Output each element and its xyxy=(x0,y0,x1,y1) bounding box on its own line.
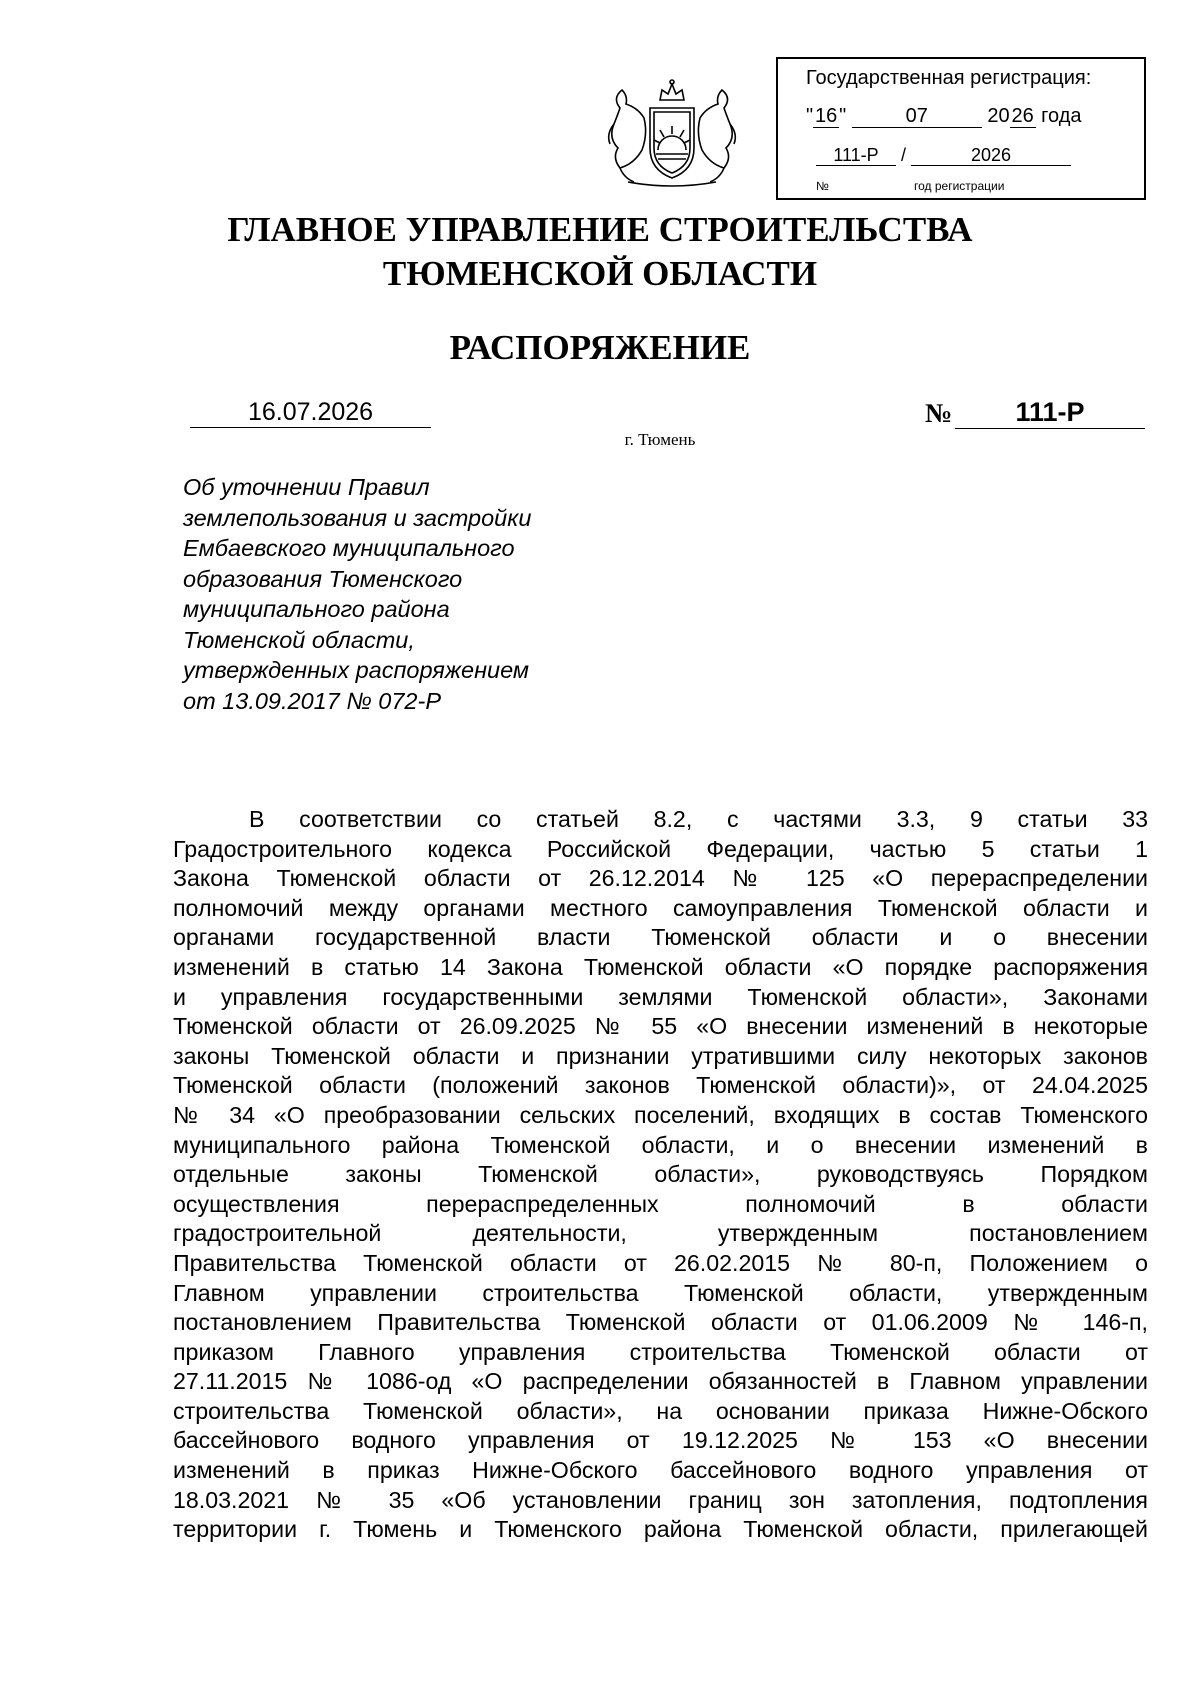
registration-stamp xyxy=(776,57,1146,200)
registration-number-row xyxy=(816,145,1071,166)
subject-line: Ембаевского муниципального xyxy=(183,535,515,561)
body-line: строительства Тюменской области», на основании приказа Нижне-Обского xyxy=(173,1397,1148,1424)
body-line: постановлением Правительства Тюменской области от 01.06.2009 № 146-п, xyxy=(173,1309,1148,1336)
registration-year: 2026 xyxy=(911,145,1071,166)
body-line: 18.03.2021 № 35 «Об установлении границ зон затопления, подтопления xyxy=(173,1486,1148,1513)
body-line: Правительства Тюменской области от 26.02.2015 № 80-п, Положением о xyxy=(173,1249,1148,1276)
body-line: В соответствии со статьей 8.2, с частями 3.3, 9 статьи 33 xyxy=(249,806,1148,832)
body-line: изменений в статью 14 Закона Тюменской области «О порядке распоряжения xyxy=(173,953,1148,980)
registration-slash: / xyxy=(901,145,907,165)
body-line: полномочий между органами местного самоуправления Тюменской области и xyxy=(173,894,1148,921)
registration-day: 16 xyxy=(814,105,838,127)
registration-title: Государственная регистрация: xyxy=(806,67,1092,89)
subject-line: утвержденных распоряжением xyxy=(183,657,530,683)
subject-line: Об уточнении Правил xyxy=(183,474,430,500)
document-date: 16.07.2026 xyxy=(190,397,431,428)
body-line: муниципального района Тюменской области, и о внесении изменений в xyxy=(173,1131,1148,1158)
document-number-sign: № xyxy=(925,398,953,428)
body-line: отдельные законы Тюменской области», руководствуясь Порядком xyxy=(173,1161,1148,1188)
body-line: приказом Главного управления строительства Тюменской области от xyxy=(173,1338,1148,1365)
subject-line: муниципального района xyxy=(183,596,450,622)
body-line: органами государственной власти Тюменской области и о внесении xyxy=(173,924,1148,951)
body-line: Тюменской области от 26.09.2025 № 55 «О внесении изменений в некоторые xyxy=(173,1013,1148,1040)
coat-of-arms-icon xyxy=(598,78,746,190)
registration-date-row: "16" 07 2026 года xyxy=(806,105,1082,127)
document-subject xyxy=(183,472,603,716)
body-line: Главном управлении строительства Тюменской области, утвержденным xyxy=(173,1279,1148,1306)
body-line: Закона Тюменской области от 26.12.2014 № 125 «О перераспределении xyxy=(173,865,1148,892)
body-line: территории г. Тюмень и Тюменского района Тюменской области, прилегающей xyxy=(173,1516,1148,1543)
organization-line-1: ГЛАВНОЕ УПРАВЛЕНИЕ СТРОИТЕЛЬСТВА xyxy=(227,210,973,249)
subject-line: землепользования и застройки xyxy=(183,504,532,531)
body-line: Тюменской области (положений законов Тюменской области)», от 24.04.2025 xyxy=(173,1072,1148,1099)
registration-year-word: года xyxy=(1041,105,1082,127)
body-line: изменений в приказ Нижне-Обского бассейнового водного управления от xyxy=(173,1457,1148,1484)
body-line: осуществления перераспределенных полномочий в области xyxy=(173,1190,1148,1217)
body-line: законы Тюменской области и признании утратившими силу некоторых законов xyxy=(173,1042,1148,1069)
document-type: РАСПОРЯЖЕНИЕ xyxy=(449,328,751,367)
organization-name xyxy=(0,208,1200,296)
document-city: г. Тюмень xyxy=(624,430,696,449)
subject-line: образования Тюменского xyxy=(183,565,463,592)
body-line: № 34 «О преобразовании сельских поселений, входящих в состав Тюменского xyxy=(173,1101,1148,1128)
registration-number: 111-Р xyxy=(816,145,896,166)
registration-month: 07 xyxy=(852,105,982,128)
body-line: Градостроительного кодекса Российской Федерации, частью 5 статьи 1 xyxy=(173,835,1148,862)
body-line: 27.11.2015 № 1086-од «О распределении обязанностей в Главном управлении xyxy=(173,1368,1148,1395)
document-body xyxy=(173,805,1148,1545)
registration-year-suffix: 26 xyxy=(1011,105,1034,127)
body-line: градостроительной деятельности, утвержденным постановлением xyxy=(173,1220,1148,1247)
subject-line: Тюменской области, xyxy=(183,626,415,653)
registration-caption-year: год регистрации xyxy=(914,179,1005,193)
registration-caption-number: № xyxy=(816,179,829,193)
body-line: и управления государственными землями Тюменской области», Законами xyxy=(173,983,1148,1010)
registration-year-prefix: 20 xyxy=(987,105,1010,127)
organization-line-2: ТЮМЕНСКОЙ ОБЛАСТИ xyxy=(382,254,818,293)
subject-line: от 13.09.2017 № 072-Р xyxy=(183,687,442,714)
document-number: 111-Р xyxy=(955,396,1145,429)
body-line: бассейнового водного управления от 19.12.2025 № 153 «О внесении xyxy=(173,1427,1148,1454)
